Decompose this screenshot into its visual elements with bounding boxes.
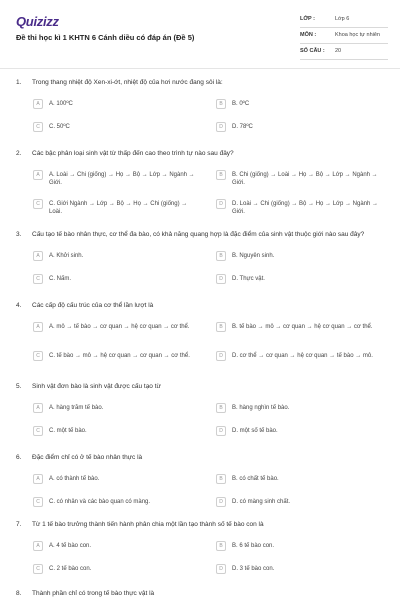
option-text: B. có chất tế bào.	[232, 476, 279, 482]
option-key-box[interactable]: A	[33, 322, 43, 332]
worksheet-meta	[300, 12, 388, 60]
meta-value: Khoa học tự nhiên	[335, 32, 380, 38]
option-key-box[interactable]: C	[33, 426, 43, 436]
option-text: A. Loài → Chi (giống) → Họ → Bộ → Lớp → Ngành → Giới.	[49, 172, 195, 186]
worksheet-header	[0, 0, 400, 66]
worksheet-title: Đề thi học kì 1 KHTN 6 Cánh diều có đáp án (Đề 5)	[16, 33, 195, 42]
question-text: Từ 1 tế bào trưởng thành tiến hành phân chia một lần tạo thành số tế bào con là	[32, 521, 264, 528]
option-text: D. có màng sinh chất.	[232, 499, 291, 505]
option-text: D. Thực vật.	[232, 276, 265, 282]
option-key-box[interactable]: B	[216, 322, 226, 332]
meta-row-subject	[300, 28, 388, 44]
option-text: A. 4 tế bào con.	[49, 543, 92, 549]
option-key-box[interactable]: C	[33, 351, 43, 361]
option-text: C. một tế bào.	[49, 428, 87, 434]
question-number: 5.	[16, 383, 22, 390]
meta-value: Lớp 6	[335, 16, 350, 22]
question-text: Trong thang nhiệt độ Xen-xi-ớt, nhiệt độ của hơi nước đang sôi là:	[32, 79, 223, 86]
option-key-box[interactable]: A	[33, 99, 43, 109]
question-number: 7.	[16, 521, 22, 528]
question-text: Sinh vật đơn bào là sinh vật được cấu tạo từ	[32, 383, 161, 390]
option-key-box[interactable]: C	[33, 564, 43, 574]
option-text: A. hàng trăm tế bào.	[49, 405, 104, 411]
meta-label: SỐ CÂU :	[300, 48, 325, 54]
option-key-box[interactable]: A	[33, 474, 43, 484]
option-key-box[interactable]: C	[33, 274, 43, 284]
option-key-box[interactable]: B	[216, 99, 226, 109]
question-number: 8.	[16, 590, 22, 597]
quizizz-logo: Quizizz	[16, 14, 59, 29]
meta-row-count	[300, 44, 388, 60]
question-text: Thành phần chỉ có trong tế bào thực vật là	[32, 590, 155, 597]
meta-value: 20	[335, 48, 342, 54]
option-key-box[interactable]: A	[33, 170, 43, 180]
option-key-box[interactable]: A	[33, 251, 43, 261]
meta-label: LỚP :	[300, 16, 315, 22]
question-number: 4.	[16, 302, 22, 309]
option-key-box[interactable]: D	[216, 199, 226, 209]
option-text: C. có nhân và các bào quan có màng.	[49, 499, 151, 505]
question-number: 2.	[16, 150, 22, 157]
question-number: 3.	[16, 231, 22, 238]
option-key-box[interactable]: A	[33, 403, 43, 413]
option-text: C. 50ºC	[49, 124, 70, 130]
option-text: C. Nấm.	[49, 276, 72, 282]
option-text: B. 0ºC	[232, 101, 250, 107]
option-key-box[interactable]: D	[216, 564, 226, 574]
option-text: A. 100ºC	[49, 101, 73, 107]
option-key-box[interactable]: C	[33, 199, 43, 209]
option-key-box[interactable]: D	[216, 122, 226, 132]
option-text: B. Chi (giống) → Loài → Họ → Bộ → Lớp → Ngành → Giới.	[232, 172, 378, 186]
option-text: D. Loài → Chi (giống) → Bộ → Họ → Lớp → Ngành → Giới.	[232, 201, 378, 215]
option-key-box[interactable]: B	[216, 474, 226, 484]
question-number: 6.	[16, 454, 22, 461]
option-text: B. Nguyên sinh.	[232, 253, 275, 259]
option-text: C. 2 tế bào con.	[49, 566, 92, 572]
option-key-box[interactable]: D	[216, 426, 226, 436]
option-text: D. một số tế bào.	[232, 428, 278, 434]
option-text: C. Giới Ngành → Lớp → Bộ → Họ → Chi (giống) → Loài.	[49, 201, 188, 215]
question-number: 1.	[16, 79, 22, 86]
question-text: Các cấp độ cấu trúc của cơ thể lần lượt là	[32, 302, 154, 309]
option-text: A. có thành tế bào.	[49, 476, 100, 482]
option-text: D. 78ºC	[232, 124, 253, 130]
option-text: A. Khởi sinh.	[49, 253, 84, 259]
option-text: B. hàng nghìn tế bào.	[232, 405, 290, 411]
option-key-box[interactable]: C	[33, 122, 43, 132]
option-key-box[interactable]: A	[33, 541, 43, 551]
option-text: A. mô → tế bào → cơ quan → hệ cơ quan → cơ thể.	[49, 324, 190, 330]
question-text: Cấu tạo tế bào nhân thực, cơ thể đa bào, có khả năng quang hợp là đặc điểm của sinh vật thuộc giới nào sau đây?	[32, 231, 365, 238]
question-text: Các bậc phân loại sinh vật từ thấp đến cao theo trình tự nào sau đây?	[32, 150, 234, 157]
meta-label: MÔN :	[300, 32, 317, 38]
header-divider	[0, 68, 400, 69]
option-text: D. 3 tế bào con.	[232, 566, 275, 572]
option-key-box[interactable]: B	[216, 170, 226, 180]
option-text: B. tế bào → mô → cơ quan → hệ cơ quan → cơ thể.	[232, 324, 373, 330]
option-key-box[interactable]: B	[216, 541, 226, 551]
option-key-box[interactable]: D	[216, 274, 226, 284]
option-key-box[interactable]: D	[216, 497, 226, 507]
option-key-box[interactable]: B	[216, 251, 226, 261]
option-text: B. 6 tế bào con.	[232, 543, 275, 549]
option-key-box[interactable]: B	[216, 403, 226, 413]
option-key-box[interactable]: D	[216, 351, 226, 361]
question-text: Đặc điểm chỉ có ở tế bào nhân thực là	[32, 454, 143, 461]
meta-row-class	[300, 12, 388, 28]
option-text: C. tế bào → mô → hệ cơ quan → cơ quan → cơ thể.	[49, 353, 190, 359]
option-key-box[interactable]: C	[33, 497, 43, 507]
option-text: D. cơ thể → cơ quan → hệ cơ quan → tế bào → mô.	[232, 353, 373, 359]
